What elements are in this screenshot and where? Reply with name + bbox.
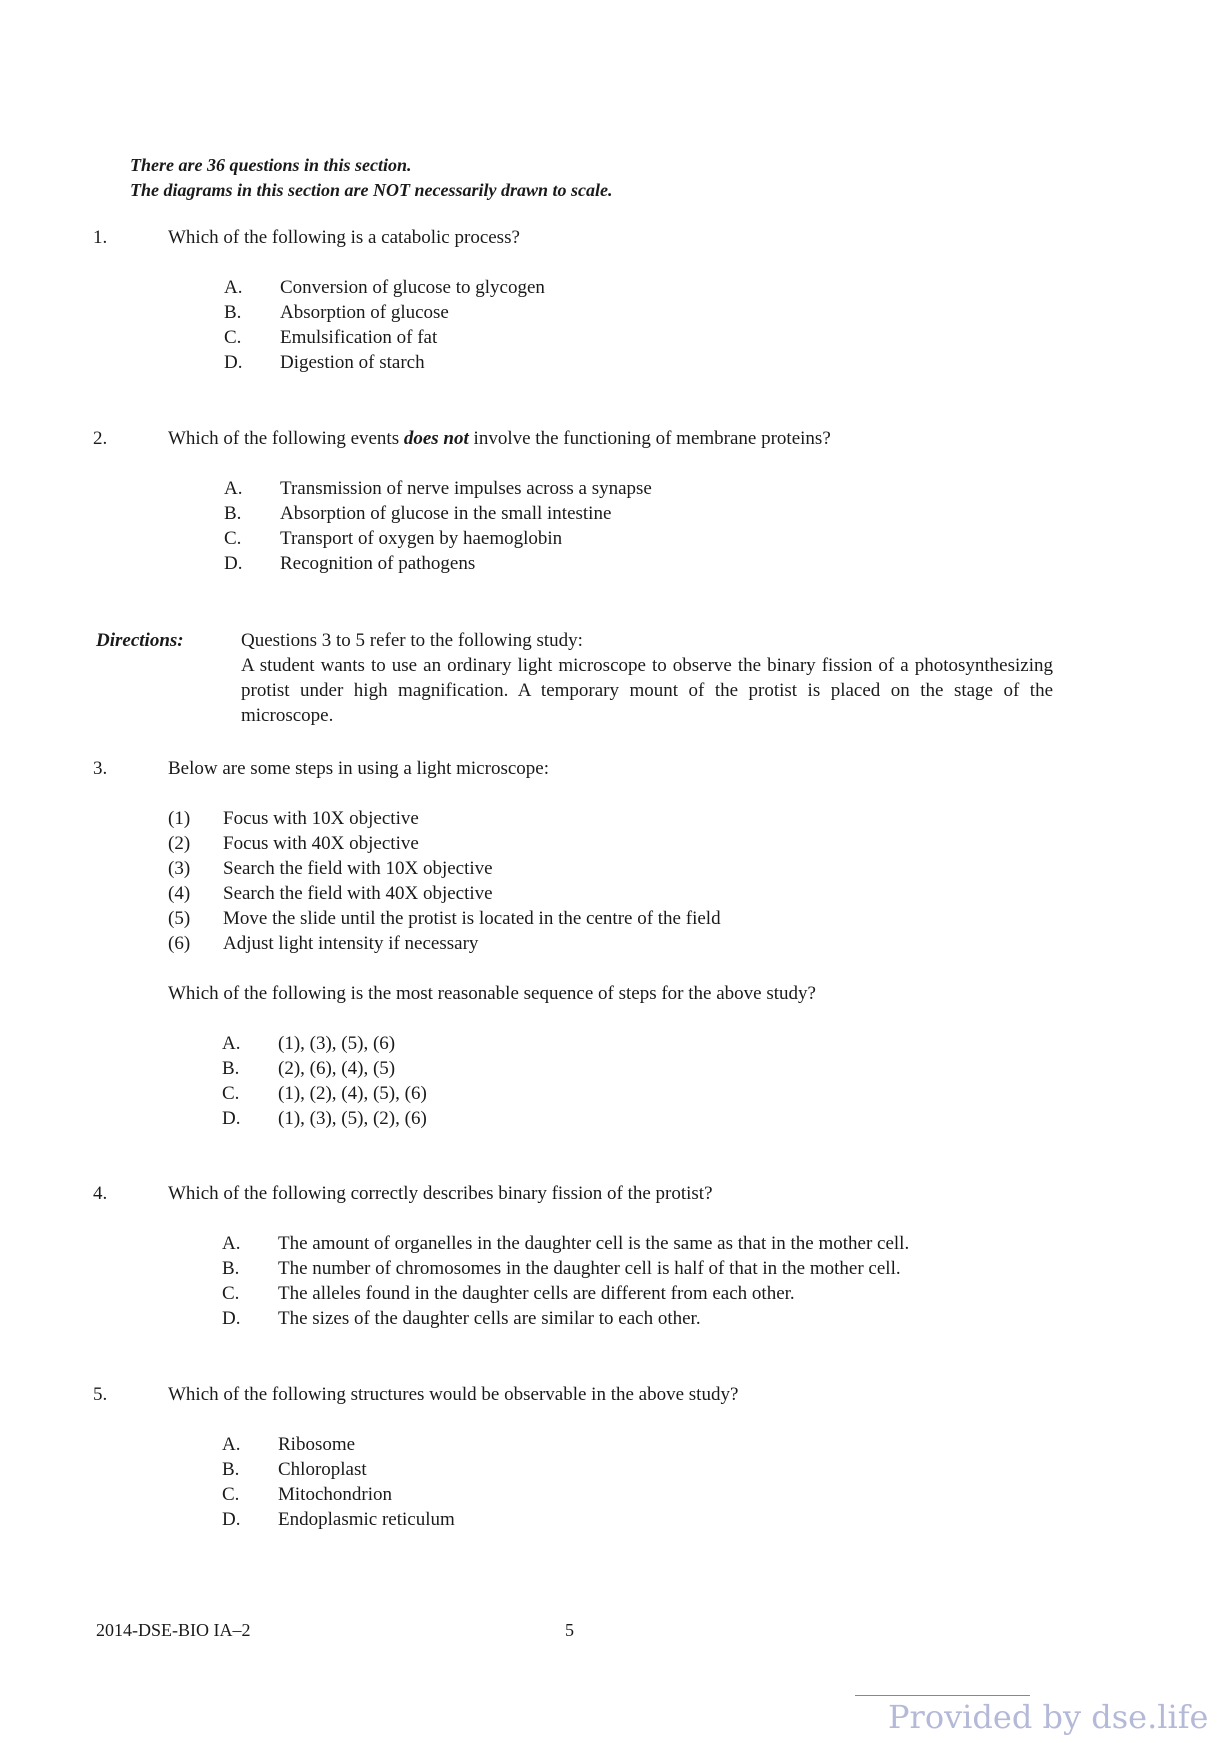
option-letter: B. [222,1258,240,1279]
question-5-option-b [222,1459,367,1481]
option-letter: B. [222,1459,240,1480]
option-text: (1), (2), (4), (5), (6) [278,1083,427,1104]
option-text: The alleles found in the daughter cells are different from each other. [278,1283,795,1304]
option-text: (1), (3), (5), (6) [278,1033,396,1054]
question-2-option-a [224,478,652,500]
question-2-number: 2. [93,428,108,449]
question-5-option-c [222,1484,392,1506]
option-letter: B. [224,503,242,524]
option-text: Conversion of glucose to glycogen [280,277,545,298]
option-letter: A. [224,478,243,499]
step-text: Focus with 40X objective [223,833,419,854]
question-4-number: 4. [93,1183,108,1204]
option-letter: A. [222,1033,241,1054]
question-3-text: Below are some steps in using a light microscope: [168,758,549,779]
option-letter: B. [224,302,242,323]
step-number: (5) [168,908,191,929]
question-5-option-a [222,1434,355,1456]
option-letter: A. [222,1233,241,1254]
question-1-text: Which of the following is a catabolic process? [168,227,520,248]
option-letter: C. [222,1484,240,1505]
question-5-option-d [222,1509,455,1531]
step-5 [168,908,721,930]
step-number: (1) [168,808,191,829]
question-4-option-d [222,1308,701,1330]
step-text: Move the slide until the protist is located in the centre of the field [223,908,721,929]
option-text: The sizes of the daughter cells are similar to each other. [278,1308,701,1329]
step-4 [168,883,493,905]
question-3-option-b [222,1058,395,1080]
question-1-option-a [224,277,545,299]
step-text: Adjust light intensity if necessary [223,933,479,954]
question-1-option-b [224,302,449,324]
step-number: (6) [168,933,191,954]
option-text: Absorption of glucose [280,302,449,323]
question-3-option-a [222,1033,395,1055]
step-text: Focus with 10X objective [223,808,419,829]
option-text: Endoplasmic reticulum [278,1509,455,1530]
step-6 [168,933,478,955]
option-letter: C. [222,1083,240,1104]
directions-body [241,628,1053,728]
question-2-text-start: Which of the following events [168,428,404,449]
option-text: Ribosome [278,1434,356,1455]
step-3 [168,858,493,880]
step-number: (4) [168,883,191,904]
question-2-text [168,428,831,450]
section-intro-scale: The diagrams in this section are NOT necessarily drawn to scale. [130,180,613,200]
question-2-option-b [224,503,611,525]
step-text: Search the field with 40X objective [223,883,493,904]
question-4-option-a [222,1233,909,1255]
option-letter: D. [224,352,243,373]
option-text: The amount of organelles in the daughter cell is the same as that in the mother cell. [278,1233,910,1254]
question-2-text-end: involve the functioning of membrane proteins? [468,428,831,449]
option-text: (2), (6), (4), (5) [278,1058,396,1079]
watermark: Provided by dse.life [888,1698,1209,1736]
option-letter: A. [222,1434,241,1455]
option-text: Transport of oxygen by haemoglobin [280,528,563,549]
question-3-number: 3. [93,758,108,779]
option-text: The number of chromosomes in the daughter cell is half of that in the mother cell. [278,1258,901,1279]
question-1-number: 1. [93,227,108,248]
question-1-option-c [224,327,437,349]
step-number: (2) [168,833,191,854]
question-4-option-c [222,1283,795,1305]
option-text: Chloroplast [278,1459,367,1480]
directions-intro: Questions 3 to 5 refer to the following study: [241,630,583,651]
option-letter: D. [222,1509,241,1530]
step-number: (3) [168,858,191,879]
question-3-prompt: Which of the following is the most reasonable sequence of steps for the above study? [168,983,816,1004]
question-2-option-d [224,553,475,575]
option-letter: A. [224,277,243,298]
option-letter: D. [224,553,243,574]
question-4-option-b [222,1258,901,1280]
option-letter: B. [222,1058,240,1079]
step-text: Search the field with 10X objective [223,858,493,879]
question-2-emphasis: does not [403,428,469,449]
question-5-text: Which of the following structures would be observable in the above study? [168,1384,739,1405]
question-2-option-c [224,528,562,550]
option-letter: D. [222,1308,241,1329]
option-letter: D. [222,1108,241,1129]
option-text: Mitochondrion [278,1484,392,1505]
option-letter: C. [224,528,242,549]
step-2 [168,833,419,855]
question-1-option-d [224,352,425,374]
step-1 [168,808,419,830]
scan-artifact-line [855,1695,1030,1696]
option-text: Emulsification of fat [280,327,438,348]
question-5-number: 5. [93,1384,108,1405]
option-text: Digestion of starch [280,352,425,373]
question-3-option-d [222,1108,427,1130]
page-number: 5 [565,1620,574,1640]
question-3-option-c [222,1083,427,1105]
directions-text: A student wants to use an ordinary light microscope to observe the binary fission of a photosynthesizing protist under high magnification. A temporary mount of the protist is placed on the stage of the microscope. [241,655,1053,726]
option-text: Absorption of glucose in the small intestine [280,503,612,524]
option-letter: C. [222,1283,240,1304]
option-text: Transmission of nerve impulses across a synapse [280,478,652,499]
option-text: Recognition of pathogens [280,553,476,574]
paper-code: 2014-DSE-BIO IA–2 [96,1620,251,1640]
question-4-text: Which of the following correctly describes binary fission of the protist? [168,1183,713,1204]
directions-label: Directions: [96,630,184,651]
section-intro-count: There are 36 questions in this section. [130,155,412,175]
option-text: (1), (3), (5), (2), (6) [278,1108,427,1129]
option-letter: C. [224,327,242,348]
